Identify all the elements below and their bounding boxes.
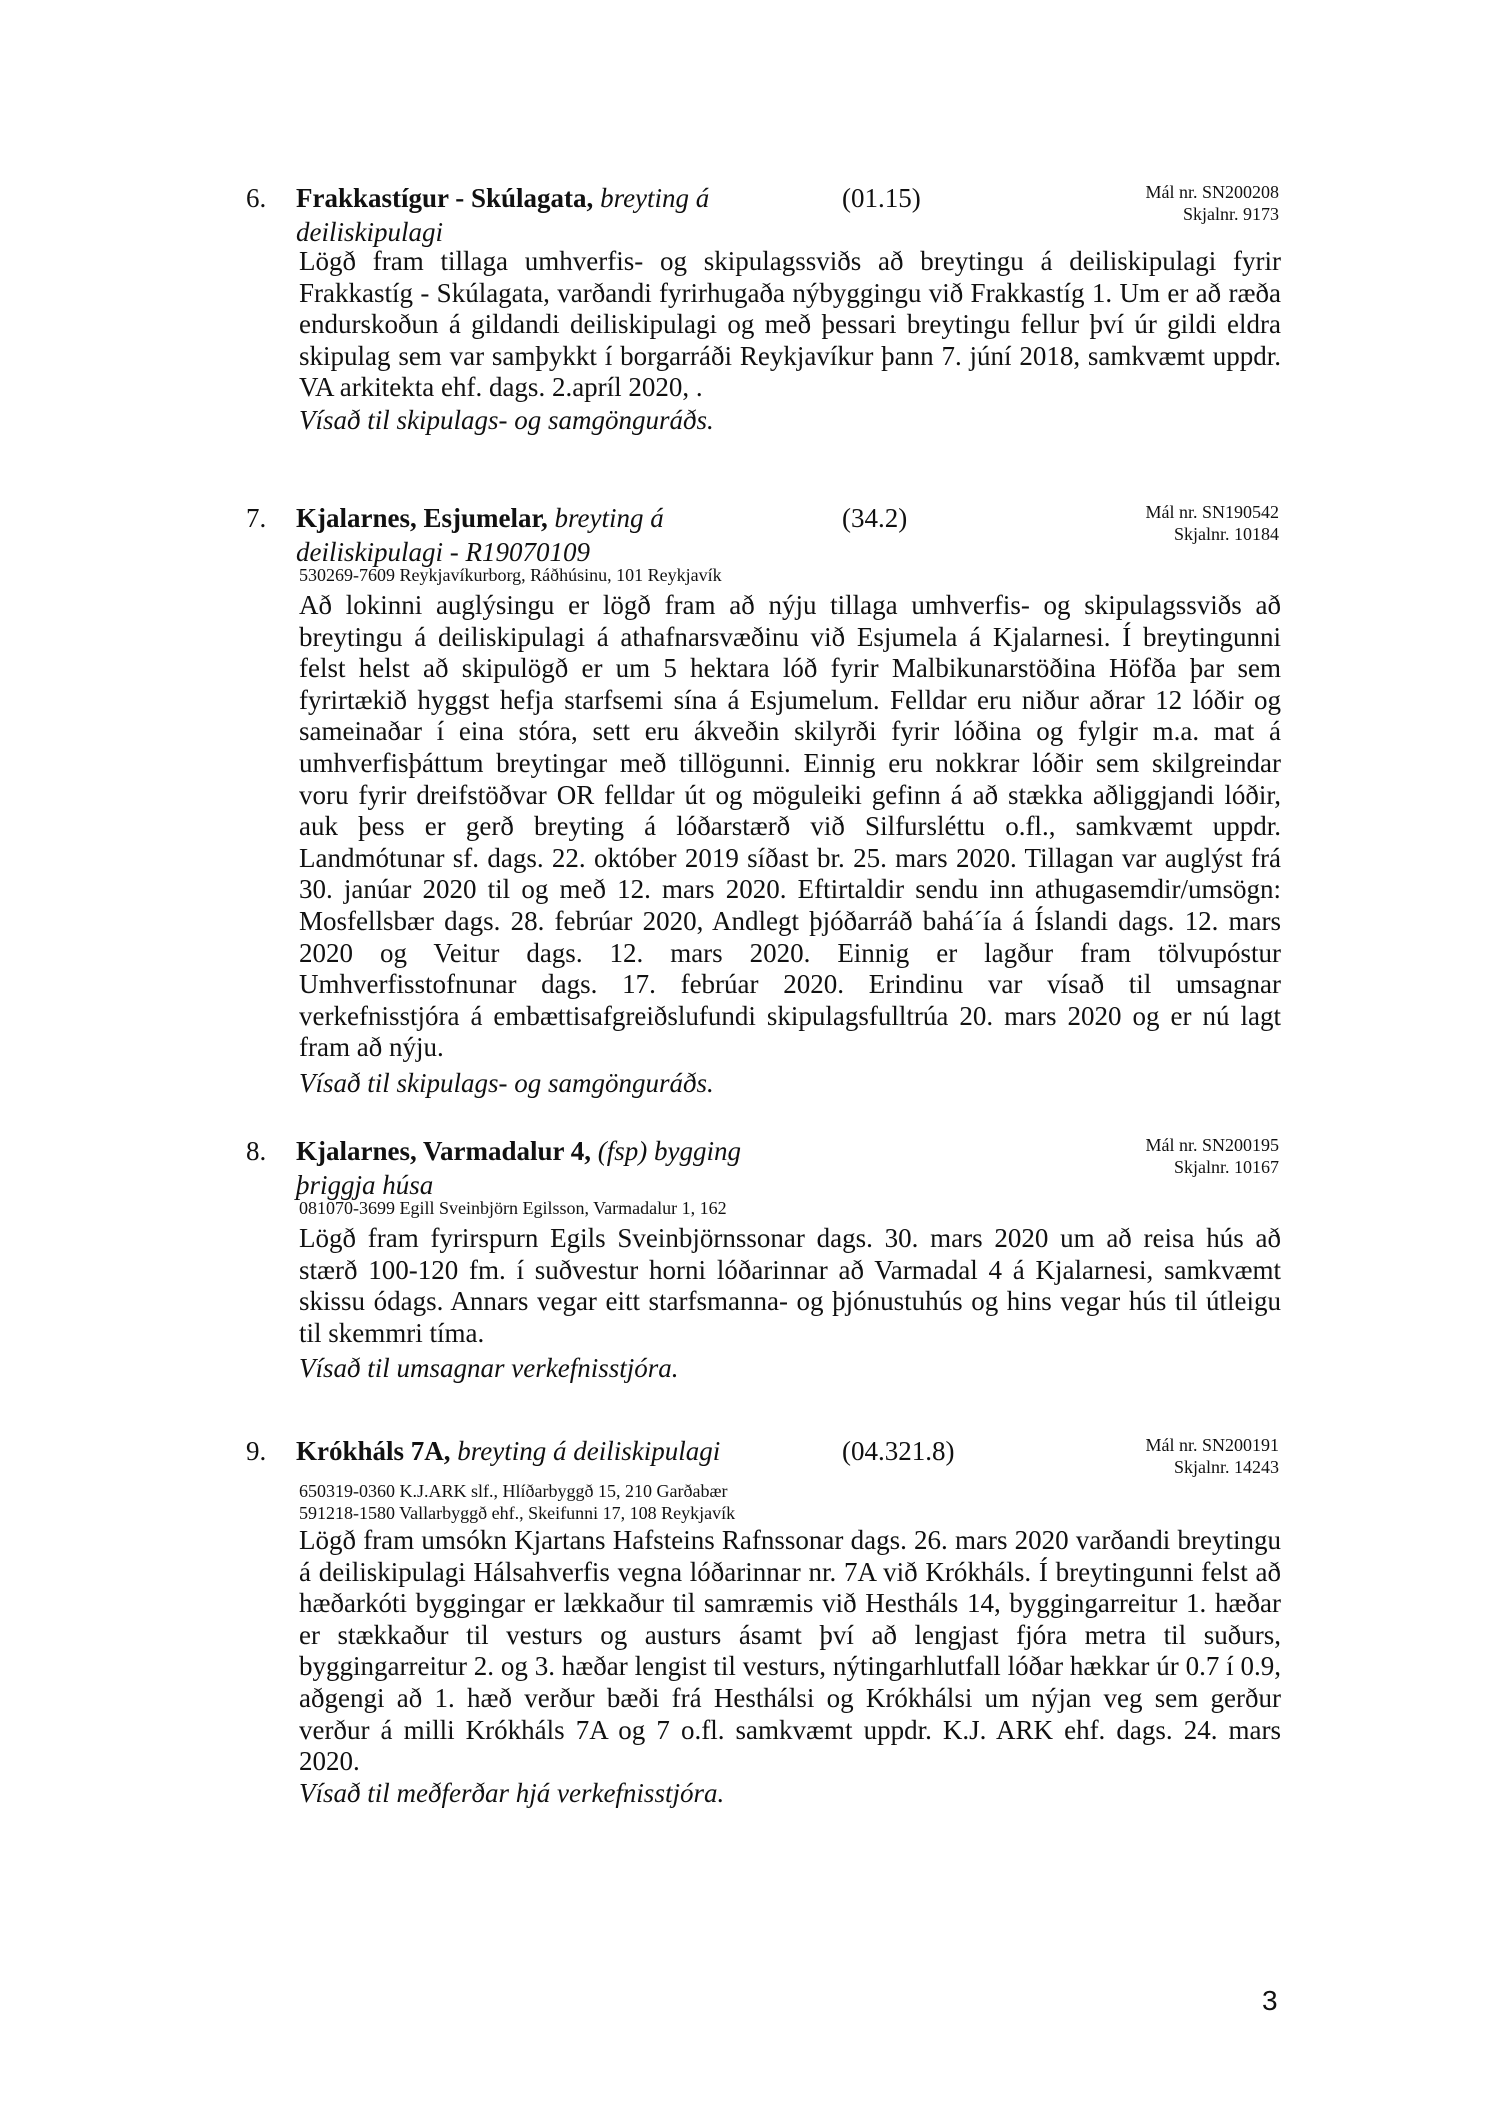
item-title-italic: (fsp) bygging þriggja húsa (296, 1136, 742, 1200)
item-conclusion: Vísað til meðferðar hjá verkefnisstjóra. (299, 1778, 725, 1808)
document-number: Skjalnr. 14243 (1173, 1457, 1279, 1477)
item-title (296, 1134, 766, 1202)
item-reference (1145, 181, 1279, 225)
item-conclusion: Vísað til skipulags- og samgönguráðs. (299, 1068, 714, 1098)
item-title-italic: breyting á deiliskipulagi (457, 1436, 721, 1466)
applicant-line: 650319-0360 K.J.ARK slf., Hlíðarbyggð 15, 210 Garðabær (299, 1481, 728, 1501)
item-body: Lögð fram fyrirspurn Egils Sveinbjörnssonar dags. 30. mars 2020 um að reisa hús að stærð 100-120 fm. í suðvestur horni lóðarinnar að Varmadal 4 á Kjalarnesi, samkvæmt skissu ódags. Annars vegar eitt starfsmanna- og þjónustuhús og hins vegar hús til útleigu til skemmri tíma. (299, 1223, 1281, 1348)
item-title-bold: Krókháls 7A, (296, 1436, 451, 1466)
document-number: Skjalnr. 10184 (1173, 524, 1279, 544)
item-plan-code: (04.321.8) (842, 1436, 955, 1466)
item-number: 6. (246, 183, 267, 213)
item-title-bold: Frakkastígur - Skúlagata, (296, 183, 594, 213)
item-plan-code: (34.2) (842, 503, 908, 533)
item-title-bold: Kjalarnes, Esjumelar, (296, 503, 548, 533)
item-plan-code: (01.15) (842, 183, 921, 213)
item-reference (1145, 1434, 1279, 1478)
item-number: 9. (246, 1436, 267, 1466)
applicant-line: 081070-3699 Egill Sveinbjörn Egilsson, Varmadalur 1, 162 (299, 1198, 727, 1218)
item-applicants (299, 1480, 1279, 1524)
item-body: Lögð fram tillaga umhverfis- og skipulagssviðs að breytingu á deiliskipulagi fyrir Frakkastíg - Skúlagata, varðandi fyrirhugaða nýbyggingu við Frakkastíg 1. Um er að ræða endurskoðun á gildandi deiliskipulagi og með þessari breytingu fellur því úr gildi eldra skipulag sem var samþykkt í borgarráði Reykjavíkur þann 7. júní 2018, samkvæmt uppdr. VA arkitekta ehf. dags. 2.apríl 2020, . (299, 246, 1281, 403)
applicant-line: 591218-1580 Vallarbyggð ehf., Skeifunni 17, 108 Reykjavík (299, 1503, 736, 1523)
item-reference (1145, 1134, 1279, 1178)
page-number: 3 (1262, 1985, 1278, 2016)
item-title (296, 1434, 766, 1468)
item-number: 8. (246, 1136, 267, 1166)
case-number: Mál nr. SN190542 (1145, 502, 1279, 522)
item-title-italic: breyting á deiliskipulagi (296, 183, 710, 247)
case-number: Mál nr. SN200195 (1145, 1135, 1279, 1155)
document-number: Skjalnr. 9173 (1182, 204, 1279, 224)
item-number: 7. (246, 503, 267, 533)
item-conclusion: Vísað til skipulags- og samgönguráðs. (299, 405, 714, 435)
item-reference (1145, 501, 1279, 545)
item-body: Að lokinni auglýsingu er lögð fram að nýju tillaga umhverfis- og skipulagssviðs að breytingu á deiliskipulagi á athafnarsvæðinu við Esjumela á Kjalarnesi. Í breytingunni felst helst að skipulögð er um 5 hektara lóð fyrir Malbikunarstöðina Höfða þar sem fyrirtækið hyggst hefja starfsemi sína á Esjumelum. Felldar eru niður aðrar 12 lóðir og sameinaðar í eina stóra, sett eru ákveðin skilyrði fyrir lóðina og fylgir m.a. mat á umhverfisþáttum breytingar með tillögunni. Einnig eru nokkrar lóðir sem skilgreindar voru fyrir dreifstöðvar OR felldar út og möguleiki gefinn á að stækka aðliggjandi lóðir, auk þess er gerð breyting á lóðarstærð við Silfursléttu o.fl., samkvæmt uppdr. Landmótunar sf. dags. 22. október 2019 síðast br. 25. mars 2020. Tillagan var auglýst frá 30. janúar 2020 til og með 12. mars 2020. Eftirtaldir sendu inn athugasemdir/umsögn: Mosfellsbær dags. 28. febrúar 2020, Andlegt þjóðarráð bahá´ía á Íslandi dags. 12. mars 2020 og Veitur dags. 12. mars 2020. Einnig er lagður fram tölvupóstur Umhverfisstofnunar dags. 17. febrúar 2020. Erindinu var vísað til umsagnar verkefnisstjóra á embættisafgreiðslufundi skipulagsfulltrúa 20. mars 2020 og er nú lagt fram að nýju. (299, 590, 1281, 1063)
item-title-italic: breyting á deiliskipulagi - R19070109 (296, 503, 664, 567)
item-applicants (299, 1197, 1279, 1219)
item-conclusion: Vísað til umsagnar verkefnisstjóra. (299, 1353, 679, 1383)
case-number: Mál nr. SN200191 (1145, 1435, 1279, 1455)
item-title (296, 181, 766, 249)
applicant-line: 530269-7609 Reykjavíkurborg, Ráðhúsinu, 101 Reykjavík (299, 565, 722, 585)
case-number: Mál nr. SN200208 (1145, 182, 1279, 202)
document-number: Skjalnr. 10167 (1173, 1157, 1279, 1177)
item-body: Lögð fram umsókn Kjartans Hafsteins Rafnssonar dags. 26. mars 2020 varðandi breytingu á deiliskipulagi Hálsahverfis vegna lóðarinnar nr. 7A við Krókháls. Í breytingunni felst að hæðarkóti byggingar er lækkaður til samræmis við Hestháls 14, byggingarreitur 1. hæðar er stækkaður til vesturs og austurs ásamt því að lengjast fjóra metra til suðurs, byggingarreitur 2. og 3. hæðar lengist til vesturs, nýtingarhlutfall lóðar hækkar úr 0.7 í 0.9, aðgengi að 1. hæð verður bæði frá Hesthálsi og Krókhálsi um nýjan veg sem gerður verður á milli Krókháls 7A og 7 o.fl. samkvæmt uppdr. K.J. ARK ehf. dags. 24. mars 2020. (299, 1525, 1281, 1777)
item-applicants (299, 564, 1279, 586)
item-title-bold: Kjalarnes, Varmadalur 4, (296, 1136, 592, 1166)
item-title (296, 501, 766, 569)
